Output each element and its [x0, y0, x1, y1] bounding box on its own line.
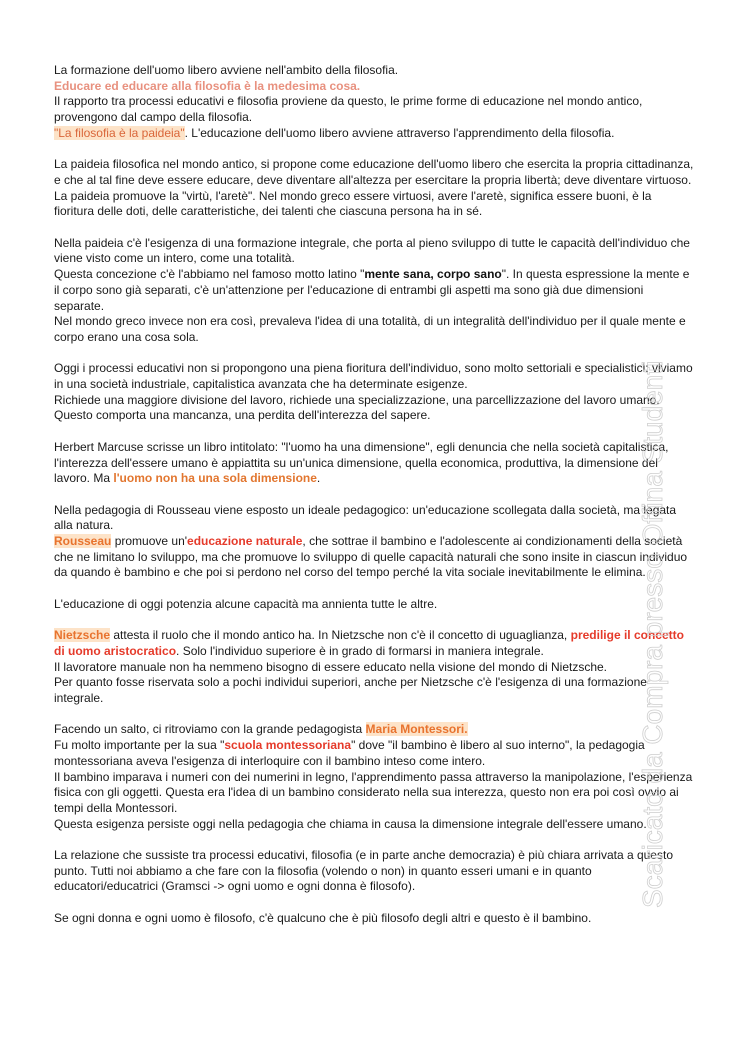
- text-line: La paideia promuove la "virtù, l'aretè". Nel mondo greco essere virtuosi, avere l'aretè, significa essere buoni, è la fioritura delle doti, delle caratteristiche, dei talenti che ciascuna persona ha in sé.: [54, 188, 652, 219]
- paragraph-7: [54, 597, 694, 613]
- watermark: [637, 360, 668, 908]
- text-line: .: [316, 471, 321, 486]
- text-line: L'educazione di oggi potenzia alcune capacità ma annienta tutte le altre.: [54, 596, 438, 611]
- highlighted-name: Nietzsche: [54, 628, 111, 643]
- bold-motto: mente sana, corpo sano: [364, 267, 502, 282]
- text-line: Facendo un salto, ci ritroviamo con la grande pedagogista: [54, 722, 366, 737]
- text-line: Il lavoratore manuale non ha nemmeno bisogno di essere educato nella visione del mondo di Nietzsche.: [54, 659, 608, 674]
- text-line: Per quanto fosse riservata solo a pochi individui superiori, anche per Nietzsche c'è l'esigenza di una formazione integrale.: [54, 675, 647, 706]
- text-line: Oggi i processi educativi non si propongono una piena fioritura dell'individuo, sono molto settoriali e specialistici: viviamo in una società industriale, capitalistica avanzata che ha determinate esigenze.: [54, 361, 693, 392]
- text-line: attesta il ruolo che il mondo antico ha. In Nietzsche non c'è il concetto di uguaglianza,: [110, 628, 571, 643]
- paragraph-5: [54, 440, 694, 487]
- text-line: " dove "il bambino è libero al suo interno", la pedagogia montessoriana aveva l'esigenza di interloquire con il bambino inteso come intero.: [54, 738, 645, 768]
- watermark-text: Scaricato da Compra presso Offina Studenti: [637, 360, 668, 908]
- text-line: Nel mondo greco invece non era così, prevaleva l'idea di una totalità, di un integralità dell'individuo per il quale mente e corpo erano una cosa sola.: [54, 314, 686, 344]
- paragraph-1: [54, 63, 694, 142]
- paragraph-11: [54, 911, 694, 927]
- text-line: Il bambino imparava i numeri con dei numerini in legno, l'apprendimento passa attraverso la manipolazione, l'esperienza fisica con gli oggetti. Questa era l'idea di un bambino considerato nella sua interezza, questo non era poi così ovvio ai tempi della Montessori.: [54, 769, 693, 815]
- text-line: La formazione dell'uomo libero avviene nell'ambito della filosofia.: [54, 63, 399, 77]
- highlighted-name: Maria Montessori.: [365, 722, 468, 737]
- text-line: Questa concezione c'è l'abbiamo nel famoso motto latino ": [54, 267, 365, 282]
- text-line: Questo comporta una mancanza, una perdita dell'interezza del sapere.: [54, 408, 431, 423]
- text-line: La paideia filosofica nel mondo antico, si propone come educazione dell'uomo libero che esercita la propria cittadinanza, e che al tal fine deve essere educare, deve diventare all'altezza per esercitare la propria libertà; deve diventare virtuoso.: [54, 157, 694, 187]
- paragraph-4: [54, 361, 694, 424]
- highlighted-quote: "La filosofia è la paideia": [54, 125, 185, 140]
- paragraph-8: [54, 628, 694, 707]
- text-line: . Solo l'individuo superiore è in grado di formarsi in maniera integrale.: [176, 643, 544, 658]
- text-line: La relazione che sussiste tra processi educativi, filosofia (e in parte anche democrazia) è più chiara arrivata a questo punto. Tutti noi abbiamo a che fare con la filosofia (volendo o non) in quanto esseri umani e in quanto educatori/educatrici (Gramsci -> ogni uomo e ogni donna è filosofo).: [54, 848, 673, 894]
- text-line: , che sottrae il bambino e l'adolescente ai condizionamenti della società che ne limitano lo sviluppo, ma che promuove lo sviluppo di quelle capacità naturali che sono insite in ciascun individuo da quando è bambino e che poi si perdono nel corso del tempo perché la vita sociale inevitabilmente le elimina.: [54, 534, 688, 580]
- paragraph-6: [54, 503, 694, 582]
- paragraph-10: [54, 848, 694, 895]
- text-line: Richiede una maggiore divisione del lavoro, richiede una specializzazione, una parcellizzazione del lavoro umano.: [54, 392, 660, 407]
- paragraph-9: [54, 722, 694, 832]
- text-line: ". In questa espressione la mente e il corpo sono già separati, c'è un'attenzione per l'educazione di entrambi gli aspetti ma sono già due dimensioni separate.: [54, 267, 690, 313]
- text-line: Questa esigenza persiste oggi nella pedagogia che chiama in causa la dimensione integrale dell'essere umano.: [54, 816, 647, 831]
- document-body: [54, 63, 694, 927]
- highlighted-text: scuola montessoriana: [224, 738, 352, 753]
- text-line: Il rapporto tra processi educativi e filosofia proviene da questo, le prime forme di educazione nel mondo antico, provengono dal campo della filosofia.: [54, 94, 643, 125]
- highlighted-text: predilige il concetto di uomo aristocratico: [54, 628, 684, 658]
- text-line: promuove un': [111, 534, 188, 549]
- paragraph-2: [54, 157, 694, 220]
- paragraph-3: [54, 236, 694, 346]
- highlighted-text: Educare ed educare alla filosofia è la medesima cosa.: [54, 78, 361, 93]
- text-line: Fu molto importante per la sua ": [54, 738, 225, 753]
- watermark-graphic: [637, 360, 670, 908]
- text-line: Nella pedagogia di Rousseau viene esposto un ideale pedagogico: un'educazione scollegata dalla società, ma legata alla natura.: [54, 502, 677, 533]
- highlighted-name: Rousseau: [54, 534, 112, 549]
- highlighted-text: l'uomo non ha una sola dimensione: [113, 471, 317, 486]
- text-line: Nella paideia c'è l'esigenza di una formazione integrale, che porta al pieno sviluppo di tutte le capacità dell'individuo che viene visto come un intero, come una totalità.: [54, 235, 690, 266]
- highlighted-text: educazione naturale: [187, 534, 303, 549]
- text-line: Se ogni donna e ogni uomo è filosofo, c'è qualcuno che è più filosofo degli altri e questo è il bambino.: [54, 910, 592, 925]
- text-line: . L'educazione dell'uomo libero avviene attraverso l'apprendimento della filosofia.: [184, 125, 615, 140]
- text-line: Herbert Marcuse scrisse un libro intitolato: "l'uomo ha una dimensione", egli denuncia che nella società capitalistica, l'interezza dell'essere umano è appiattita su un'unica dimensione, quella economica, produttiva, la dimensione del lavoro. Ma: [54, 439, 669, 486]
